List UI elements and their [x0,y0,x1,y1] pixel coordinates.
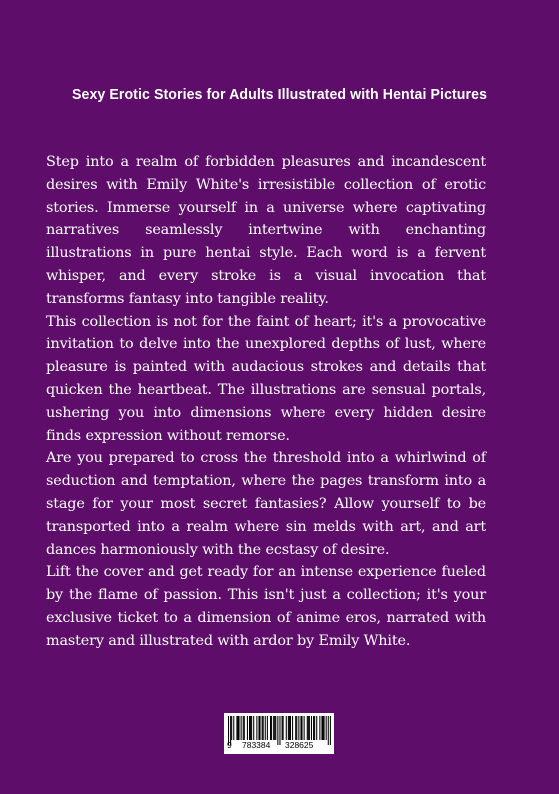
barcode-bar [296,716,297,740]
barcode-bar [249,716,250,740]
barcode-bar [307,716,308,740]
barcode-bar [243,716,244,740]
barcode-bar [319,716,320,740]
barcode-bar [282,716,283,740]
barcode-bar [233,716,234,740]
barcode-bar [263,716,264,740]
barcode-bar [275,716,276,740]
barcode-digit-first: 9 [227,740,232,750]
barcode-bar [241,716,242,740]
barcode-bar [273,716,274,740]
barcode-bar [260,716,261,740]
barcode-bar [295,716,296,740]
barcode-bar [313,716,314,740]
barcode-bar [274,716,275,740]
barcode-bar [292,716,293,740]
barcode-bar [300,716,301,740]
barcode-bar [271,716,272,740]
barcode-bar [236,716,237,740]
barcode-bar [239,716,240,740]
barcode-bar [289,716,290,740]
barcode-bar [288,716,289,740]
barcode-bar [314,716,315,740]
barcode-bar [304,716,305,740]
barcode-bar [316,716,317,740]
barcode-digits-right: 328625 [285,740,314,750]
barcode-bar [251,716,252,740]
barcode-bar [270,716,271,740]
barcode-bar [262,716,263,740]
barcode-bar [244,716,245,740]
barcode-bar [247,716,248,740]
barcode-bar [267,716,268,740]
barcode-bar [323,716,324,740]
barcode-bar [250,716,251,740]
barcode-bar [283,716,284,740]
blurb-paragraph-4: Lift the cover and get ready for an intense experience fueled by the flame of passion. This isn't just a collection; it's your exclusive ticket to a dimension of anime eros, narrated with mastery and illustrated with ardor by Emily White. [46,564,486,649]
barcode-bar [309,716,310,740]
barcode-bar [321,716,322,740]
barcode-bar [256,716,257,740]
barcode-bar [326,716,327,740]
barcode-bar [290,716,291,740]
barcode-digits [224,740,334,752]
blurb-paragraph-2: This collection is not for the faint of heart; it's a provocative invitation to delve into the unexplored depths of lust, where pleasure is painted with audacious strokes and details that quicken the heartbeat. The illustrations are sensual portals, ushering you into dimensions where every hidden desire finds expression without remorse. [46,313,486,444]
barcode-bar [237,716,238,740]
cover-title: Sexy Erotic Stories for Adults Illustrated with Hentai Pictures [71,86,488,103]
blurb-paragraph-1: Step into a realm of forbidden pleasures and incandescent desires with Emily White's irresistible collection of erotic stories. Immerse yourself in a universe where captivating narratives seamlessly intertwine with enchanting illustrations in pure hentai style. Each word is a fervent whisper, and every stroke is a visual invocation that transforms fantasy into tangible reality. [46,154,486,307]
barcode-bar [308,716,309,740]
barcode-bar [231,716,232,740]
barcode-bar [302,716,303,740]
blurb [46,151,486,653]
barcode-bar [324,716,325,740]
barcode-bar [265,716,266,740]
barcode-bar [253,716,254,740]
barcode-bar [311,716,312,740]
barcode-bar [298,716,299,740]
blurb-paragraph-3: Are you prepared to cross the threshold into a whirlwind of seduction and temptation, where the pages transform into a stage for your most secret fantasies? Allow yourself to be transported into a realm where sin melds with art, and art dances harmoniously with the ecstasy of desire. [46,450,486,558]
isbn-barcode [224,713,334,754]
barcode-bar [258,716,259,740]
barcode-digits-left: 783384 [242,740,271,750]
barcode-bar [286,716,287,740]
